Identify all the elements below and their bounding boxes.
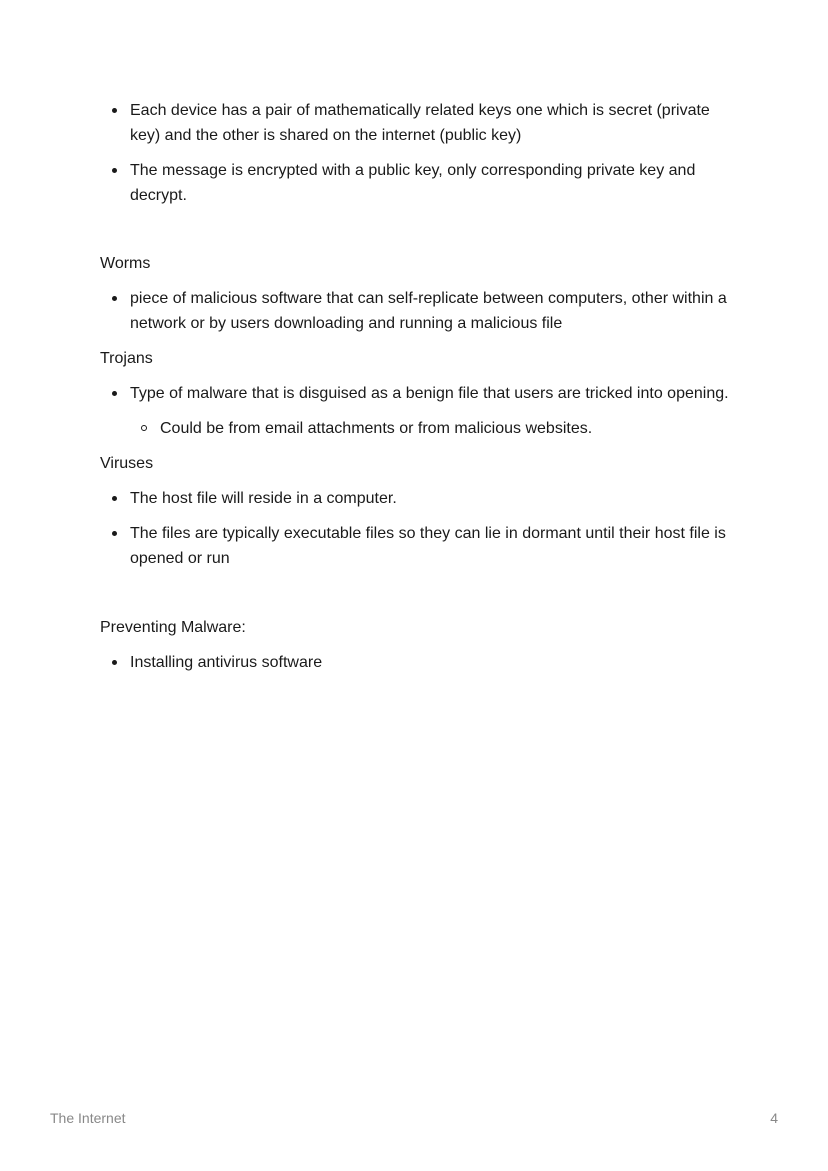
list-item: The files are typically executable files so they can lie in dormant until their host file is opened or run <box>100 521 740 571</box>
worms-list <box>100 286 740 336</box>
footer-title: The Internet <box>50 1110 126 1126</box>
section-heading-viruses: Viruses <box>100 455 154 472</box>
page-content <box>100 98 740 675</box>
intro-list <box>100 98 740 208</box>
section-heading-preventing-malware: Preventing Malware: <box>100 619 246 636</box>
section-heading-worms: Worms <box>100 255 151 272</box>
list-item: Each device has a pair of mathematically related keys one which is secret (private key) and the other is shared on the internet (public key) <box>100 98 740 148</box>
list-item: The message is encrypted with a public key, only corresponding private key and decrypt. <box>100 158 740 208</box>
list-item: piece of malicious software that can self-replicate between computers, other within a network or by users downloading and running a malicious file <box>100 286 740 336</box>
sub-list-item: Could be from email attachments or from malicious websites. <box>100 416 740 441</box>
preventing-list <box>100 650 740 675</box>
viruses-list <box>100 486 740 571</box>
list-item: Installing antivirus software <box>100 650 740 675</box>
trojans-list <box>100 381 740 441</box>
section-heading-trojans: Trojans <box>100 350 153 367</box>
list-item: The host file will reside in a computer. <box>100 486 740 511</box>
list-item: Type of malware that is disguised as a benign file that users are tricked into opening. <box>100 381 740 406</box>
page-number: 4 <box>770 1110 778 1126</box>
